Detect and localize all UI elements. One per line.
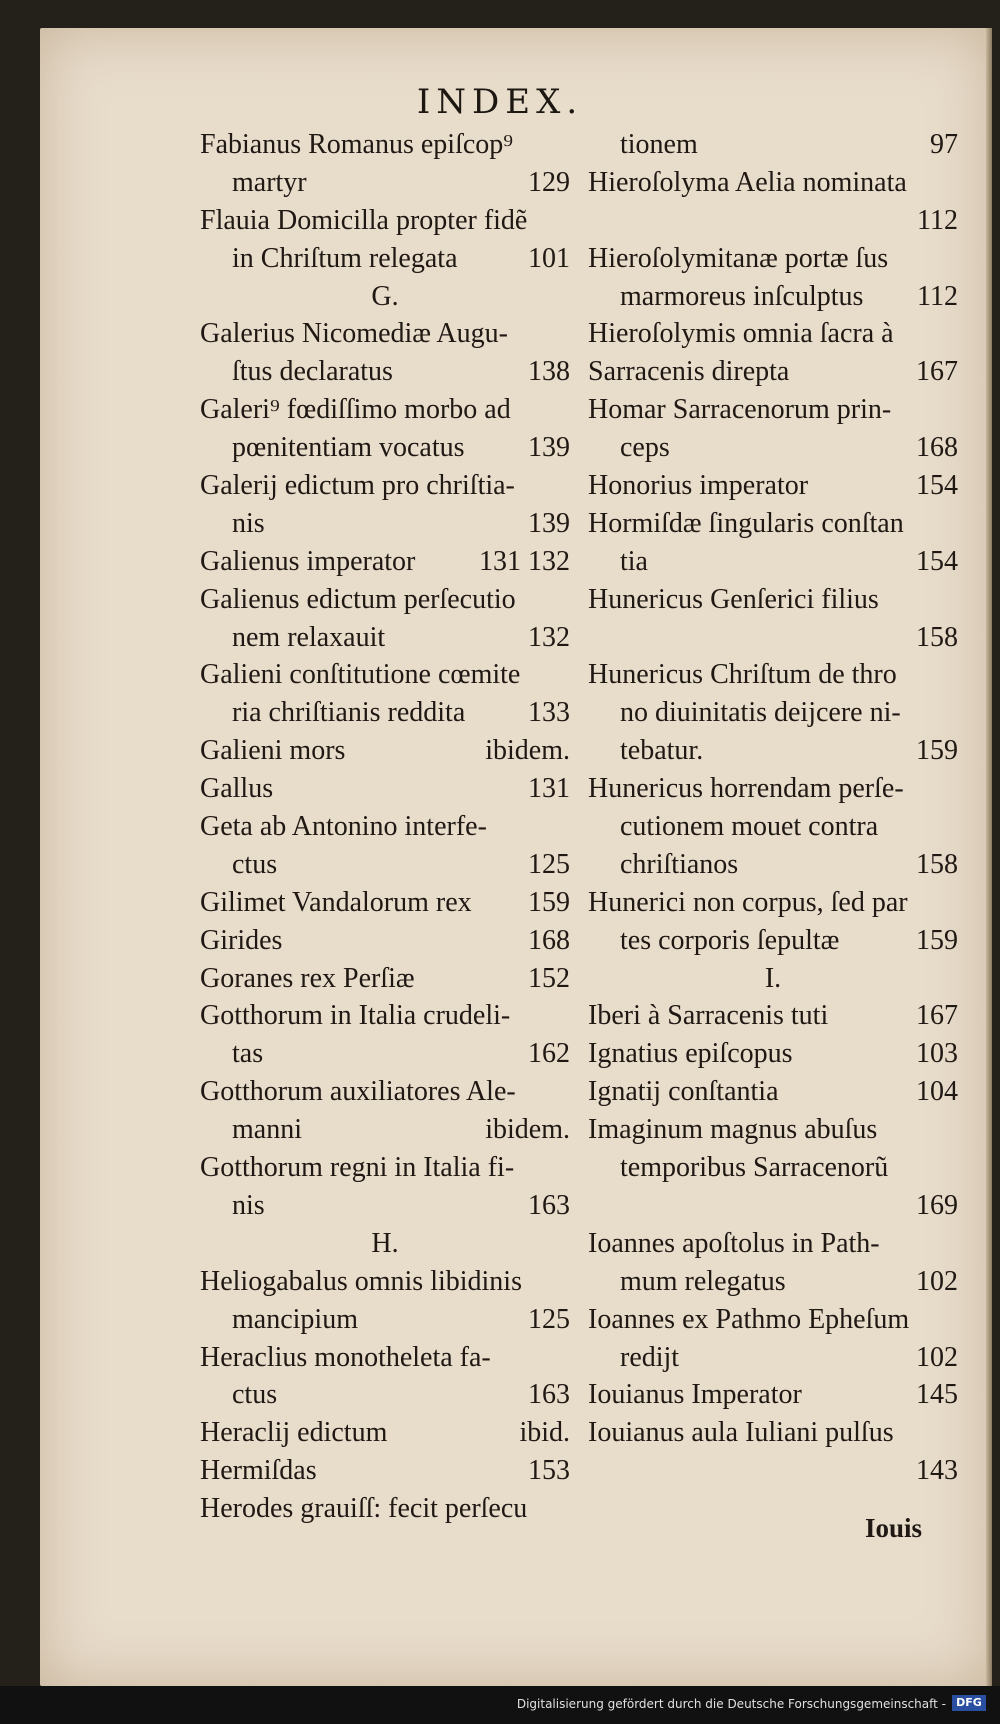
- index-entry: [200, 656, 570, 694]
- index-entry: [200, 1376, 570, 1414]
- entry-text: Goranes rex Perſiæ: [200, 962, 415, 994]
- index-entry: [588, 732, 958, 770]
- index-entry: [588, 278, 958, 316]
- page-reference: 167: [916, 1000, 958, 1032]
- entry-text: Ignatij conſtantia: [588, 1076, 779, 1108]
- index-entry: [588, 429, 958, 467]
- entry-text: Imaginum magnus abuſus: [588, 1114, 878, 1146]
- index-entry: [200, 467, 570, 505]
- index-entry: [588, 619, 958, 657]
- entry-text: Hunericus Genſerici filius: [588, 583, 879, 615]
- page-reference: 138: [528, 356, 570, 388]
- page-reference: 112: [917, 280, 958, 312]
- index-entry: [200, 202, 570, 240]
- page-reference: 153: [528, 1455, 570, 1487]
- index-entry: [588, 1414, 958, 1452]
- entry-text: Heraclij edictum: [200, 1417, 388, 1449]
- index-entry: [588, 1301, 958, 1339]
- entry-text: tes corporis ſepultæ: [620, 924, 840, 956]
- entry-text: in Chriſtum relegata: [232, 242, 458, 274]
- index-entry: [588, 1187, 958, 1225]
- index-entry: [588, 315, 958, 353]
- entry-text: Fabianus Romanus epiſcop⁹: [200, 129, 514, 160]
- index-entry: [588, 164, 958, 202]
- page-edge: [986, 28, 992, 1686]
- index-entry: [588, 1339, 958, 1377]
- entry-text: Galieni mors: [200, 735, 346, 767]
- page-reference: ibidem.: [485, 735, 570, 767]
- index-entry: [588, 505, 958, 543]
- entry-text: Hunericus horrendam perſe-: [588, 773, 904, 805]
- entry-text: no diuinitatis deijcere ni-: [620, 697, 901, 729]
- entry-text: ceps: [620, 432, 670, 464]
- entry-text: Hieroſolymis omnia ſacra à: [588, 318, 894, 350]
- entry-text: Heliogabalus omnis libidinis: [200, 1265, 522, 1297]
- index-entry: [200, 240, 570, 278]
- index-entry: [588, 997, 958, 1035]
- entry-text: Sarracenis direpta: [588, 356, 790, 388]
- index-entry: [588, 1452, 958, 1490]
- index-entry: [200, 429, 570, 467]
- entry-text: Hermiſdas: [200, 1455, 317, 1487]
- entry-text: Geta ab Antonino interfe-: [200, 811, 487, 843]
- page-reference: 139: [528, 432, 570, 464]
- index-entry: [200, 1225, 570, 1263]
- page-reference: 159: [916, 924, 958, 956]
- index-entry: [588, 1111, 958, 1149]
- page-reference: 168: [916, 432, 958, 464]
- entry-text: tebatur.: [620, 735, 704, 767]
- page-reference: 133: [528, 697, 570, 729]
- entry-text: Gotthorum in Italia crudeli-: [200, 1000, 511, 1032]
- index-entry: [588, 391, 958, 429]
- digitization-credit: Digitalisierung gefördert durch die Deutsche Forschungsgemeinschaft -: [516, 1697, 946, 1711]
- entry-text: Ioannes apoſtolus in Path-: [588, 1227, 880, 1259]
- index-entry: [200, 732, 570, 770]
- entry-text: Flauia Domicilla propter fidẽ: [200, 204, 528, 236]
- entry-text: Galieni conſtitutione cœmite: [200, 659, 521, 691]
- page-reference: 163: [528, 1379, 570, 1411]
- entry-text: temporibus Sarracenorũ: [620, 1152, 889, 1184]
- page-reference: ibidem.: [485, 1114, 570, 1146]
- page-reference: 168: [528, 924, 570, 956]
- index-entry: [200, 808, 570, 846]
- index-entry: [588, 202, 958, 240]
- entry-text: tia: [620, 545, 648, 577]
- entry-text: ctus: [232, 848, 278, 880]
- index-entry: [200, 1414, 570, 1452]
- index-entry: [200, 1263, 570, 1301]
- dfg-logo: DFG: [952, 1695, 986, 1711]
- entry-text: Ignatius epiſcopus: [588, 1038, 793, 1070]
- index-entry: [200, 391, 570, 429]
- page-reference: 139: [528, 507, 570, 539]
- index-entry: [588, 960, 958, 998]
- page-reference: 132: [528, 621, 570, 653]
- entry-text: Herodes grauiſſ: fecit perſecu: [200, 1493, 528, 1525]
- index-entry: [200, 1490, 570, 1528]
- page-reference: 158: [916, 848, 958, 880]
- entry-text: nis: [232, 507, 265, 539]
- page-reference: 169: [916, 1189, 958, 1221]
- page-reference: 102: [916, 1265, 958, 1297]
- entry-text: tas: [232, 1038, 264, 1070]
- entry-text: Hieroſolymitanæ portæ ſus: [588, 242, 889, 274]
- entry-text: marmoreus inſculptus: [620, 280, 864, 312]
- index-entry: [588, 581, 958, 619]
- entry-text: G.: [371, 280, 399, 312]
- entry-text: mum relegatus: [620, 1265, 786, 1297]
- index-entry: [588, 656, 958, 694]
- index-entry: [200, 619, 570, 657]
- entry-text: tionem: [620, 129, 698, 160]
- index-entry: [200, 164, 570, 202]
- page-reference: 104: [916, 1076, 958, 1108]
- entry-text: nem relaxauit: [232, 621, 386, 653]
- index-entry: [588, 1149, 958, 1187]
- index-entry: [200, 543, 570, 581]
- index-entry: [588, 1073, 958, 1111]
- page-reference: 125: [528, 848, 570, 880]
- catchword: Iouis: [864, 1513, 922, 1543]
- page-reference: 162: [528, 1038, 570, 1070]
- entry-text: Gotthorum auxiliatores Ale-: [200, 1076, 516, 1108]
- page-reference: 143: [916, 1455, 958, 1487]
- page-reference: 129: [528, 166, 570, 198]
- index-entry: [200, 278, 570, 316]
- index-entry: [588, 126, 958, 164]
- entry-text: Gallus: [200, 773, 274, 805]
- index-entry: [200, 1452, 570, 1490]
- page-reference: 103: [916, 1038, 958, 1070]
- entry-text: Hunerici non corpus, ſed par: [588, 886, 908, 918]
- index-entry: [200, 1073, 570, 1111]
- entry-text: manni: [232, 1114, 302, 1146]
- page-reference: 152: [528, 962, 570, 994]
- entry-text: ria chriſtianis reddita: [232, 697, 466, 729]
- page-reference: 131 132: [479, 545, 570, 577]
- page-reference: 163: [528, 1189, 570, 1221]
- index-entry: [200, 1339, 570, 1377]
- entry-text: Iouianus Imperator: [588, 1379, 802, 1411]
- index-entry: [588, 1376, 958, 1414]
- index-entry: [588, 1263, 958, 1301]
- entry-text: Homar Sarracenorum prin-: [588, 394, 892, 426]
- index-entry: [200, 922, 570, 960]
- page-reference: ibid.: [519, 1417, 570, 1449]
- index-entry: [200, 1187, 570, 1225]
- entry-text: Galerius Nicomediæ Augu-: [200, 318, 508, 350]
- index-entry: [588, 694, 958, 732]
- page-reference: 154: [916, 470, 958, 502]
- page-reference: 159: [528, 886, 570, 918]
- page-reference: 102: [916, 1341, 958, 1373]
- entry-text: Galeri⁹ fœdiſſimo morbo ad: [200, 394, 511, 426]
- index-entry: [588, 884, 958, 922]
- page-title: INDEX.: [416, 82, 584, 122]
- entry-text: ctus: [232, 1379, 278, 1411]
- page-reference: 131: [528, 773, 570, 805]
- index-entry: [200, 884, 570, 922]
- page-reference: 154: [916, 545, 958, 577]
- index-entry: [200, 846, 570, 884]
- index-entry: [588, 770, 958, 808]
- entry-text: Hormiſdæ ſingularis conſtan: [588, 507, 904, 539]
- entry-text: nis: [232, 1189, 265, 1221]
- index-entry: [200, 1301, 570, 1339]
- index-entry: [200, 505, 570, 543]
- page-reference: 101: [528, 242, 570, 274]
- entry-text: I.: [764, 962, 782, 994]
- entry-text: Galienus edictum perſecutio: [200, 583, 516, 615]
- entry-text: Heraclius monotheleta fa-: [200, 1341, 491, 1373]
- index-entry: [200, 1035, 570, 1073]
- index-entry: [200, 770, 570, 808]
- entry-text: cutionem mouet contra: [620, 811, 879, 843]
- entry-text: pœnitentiam vocatus: [232, 432, 465, 464]
- index-entry: [588, 808, 958, 846]
- index-entry: [588, 846, 958, 884]
- index-entry: [588, 1225, 958, 1263]
- index-entry: [588, 467, 958, 505]
- page-reference: 159: [916, 735, 958, 767]
- page-reference: 158: [916, 621, 958, 653]
- entry-text: Hieroſolyma Aelia nominata: [588, 166, 907, 198]
- index-entry: [588, 543, 958, 581]
- entry-text: H.: [371, 1227, 399, 1259]
- index-entry: [200, 126, 570, 164]
- page-reference: 112: [917, 204, 958, 236]
- entry-text: redijt: [620, 1341, 680, 1373]
- index-entry: [200, 353, 570, 391]
- entry-text: martyr: [232, 166, 307, 198]
- index-entry: [588, 240, 958, 278]
- index-entry: [200, 1111, 570, 1149]
- entry-text: Honorius imperator: [588, 470, 809, 502]
- index-entry: [200, 1149, 570, 1187]
- entry-text: ſtus declaratus: [232, 356, 393, 388]
- index-entry: [200, 694, 570, 732]
- page-reference: 97: [930, 129, 958, 160]
- index-entry: [200, 581, 570, 619]
- page-reference: 145: [916, 1379, 958, 1411]
- entry-text: Iouianus aula Iuliani pulſus: [588, 1417, 894, 1449]
- entry-text: Hunericus Chriſtum de thro: [588, 659, 897, 691]
- entry-text: Ioannes ex Pathmo Epheſum: [588, 1303, 910, 1335]
- index-entry: [200, 960, 570, 998]
- index-entry: [200, 997, 570, 1035]
- entry-text: Gilimet Vandalorum rex: [200, 886, 472, 918]
- entry-text: Galienus imperator: [200, 545, 416, 577]
- index-entry: [588, 353, 958, 391]
- entry-text: Galerij edictum pro chriſtia-: [200, 470, 515, 502]
- entry-text: Girides: [200, 924, 283, 956]
- index-entry: [588, 922, 958, 960]
- entry-text: mancipium: [232, 1303, 358, 1335]
- entry-text: Gotthorum regni in Italia fi-: [200, 1152, 515, 1184]
- page-reference: 125: [528, 1303, 570, 1335]
- index-entry: [200, 315, 570, 353]
- page-reference: 167: [916, 356, 958, 388]
- index-entry: [588, 1035, 958, 1073]
- entry-text: Iberi à Sarracenis tuti: [588, 1000, 829, 1032]
- entry-text: chriſtianos: [620, 848, 739, 880]
- index-column-left: [200, 126, 570, 1528]
- index-column-right: [588, 126, 958, 1490]
